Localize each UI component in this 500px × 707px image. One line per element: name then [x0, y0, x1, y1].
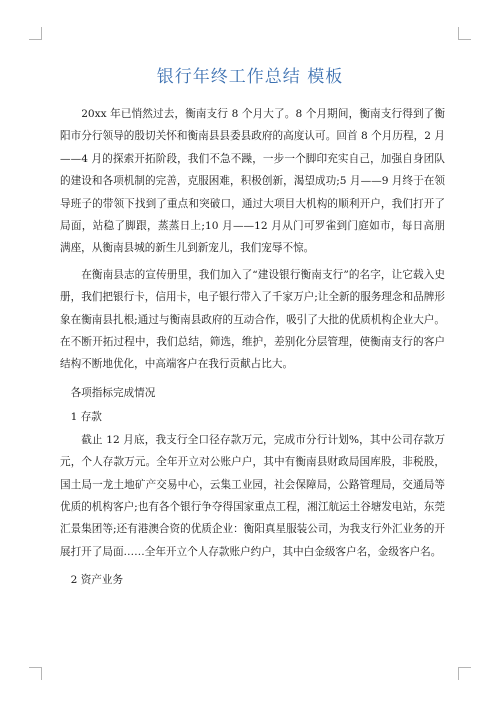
subsection-heading-assets: 2 资产业务: [70, 574, 124, 587]
paragraph-promotion: 在衡南县志的宣传册里，我们加入了“建设银行衡南支行”的名字，让它载入史册，我们把银行卡，信用卡，电子银行带入了千家万户;让全新的服务理念和品牌形象在衡南县扎根;通过与衡南县政府的互动合作，吸引了大批的优质机构企业大户。在不断开拓过程中，我们总结，筛选，维护，差别化分层管理，使衡南支行的客户结构不断地优化，中高端客户在我行贡献占比大。: [60, 268, 445, 371]
section-heading: 各项指标完成情况: [70, 386, 156, 399]
subsection-heading-deposits: 1 存款: [70, 411, 102, 424]
document-body: [60, 103, 445, 592]
crop-mark-bottom-left: [29, 667, 42, 680]
crop-mark-bottom-right: [458, 667, 471, 680]
crop-mark-top-left: [29, 27, 42, 40]
paragraph-deposits: 截止 12 月底，我支行全口径存款万元，完成市分行计划%，其中公司存款万元，个人存款万元。全年开立对公账户户，其中有衡南县财政局国库股，非税股，国土局一龙土地矿产交易中心，云集工业园，社会保障局，公路管理局，交通局等优质的机构客户;也有各个银行争夺得国家重点工程，湘江航运土谷塘发电站，东莞汇景集团等;还有港澳合资的优质企业：衡阳真星服装公司，为我支行外汇业务的开展打开了局面……全年开立个人存款账户约户，其中白金级客户名，金级客户名。: [60, 433, 445, 558]
paragraph-intro: 20xx 年已悄然过去，衡南支行 8 个月大了。8 个月期间，衡南支行得到了衡阳市分行领导的殷切关怀和衡南县县委县政府的高度认可。回首 8 个月历程，2 月——4 月的探索开拓阶段，我们不急不躁，一步一个脚印充实自己，加强自身团队的建设和各项机制的完善，克服困难，积极创新，渴望成功;5 月——9 月终于在领导班子的带领下找到了重点和突破口，通过大项目大机构的顺利开户，我们打开了局面，站稳了脚跟，蒸蒸日上;10 月——12 月从门可罗雀到门庭如市，每日高朋满座，从衡南县城的新生儿到新宠儿，我们宠辱不惊。: [60, 108, 445, 255]
document-title: 银行年终工作总结 模板: [156, 67, 344, 87]
crop-mark-top-right: [458, 27, 471, 40]
